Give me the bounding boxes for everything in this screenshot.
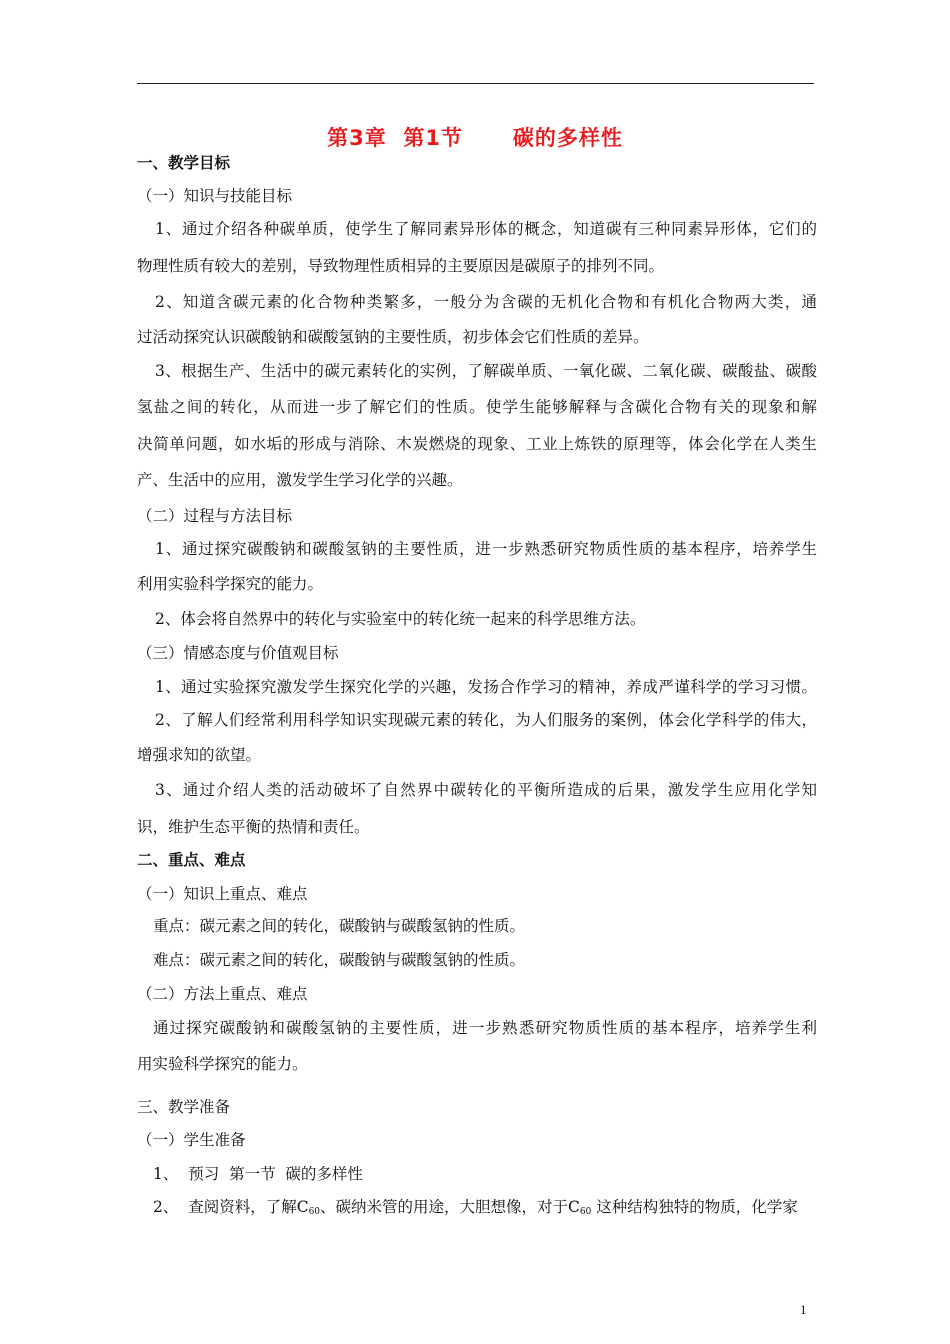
paragraph-line (153, 1197, 817, 1222)
text-run: 这种结构独特的物质，化学家 (591, 1198, 798, 1216)
section-heading-key-points: 二、重点、难点 (137, 851, 246, 869)
paragraph-line: 3、根据生产、生活中的碳元素转化的实例，了解碳单质、一氧化碳、二氧化碳、碳酸盐、碳酸 (155, 362, 817, 380)
paragraph-line: 难点：碳元素之间的转化，碳酸钠与碳酸氢钠的性质。 (153, 951, 526, 969)
paragraph-line: 1、 预习 第一节 碳的多样性 (153, 1165, 363, 1183)
paragraph-line: 产、生活中的应用，激发学生学习化学的兴趣。 (137, 471, 463, 489)
paragraph-line: 用实验科学探究的能力。 (137, 1055, 308, 1073)
subsection-heading: （三）情感态度与价值观目标 (137, 644, 339, 662)
paragraph-line: 通过探究碳酸钠和碳酸氢钠的主要性质，进一步熟悉研究物质性质的基本程序，培养学生利 (153, 1019, 817, 1037)
paragraph-line: 2、了解人们经常利用科学知识实现碳元素的转化，为人们服务的案例，体会化学科学的伟大， (155, 711, 817, 729)
section-heading-preparation: 三、教学准备 (137, 1098, 231, 1116)
paragraph-line: 1、通过探究碳酸钠和碳酸氢钠的主要性质，进一步熟悉研究物质性质的基本程序，培养学生 (155, 540, 817, 558)
subsection-heading: （二）方法上重点、难点 (137, 985, 308, 1003)
paragraph-line: 重点：碳元素之间的转化，碳酸钠与碳酸氢钠的性质。 (153, 917, 526, 935)
document-title: 第3章 第1节 碳的多样性 (327, 126, 623, 150)
subsection-heading: （二）过程与方法目标 (137, 507, 293, 525)
paragraph-line: 识，维护生态平衡的热情和责任。 (137, 818, 370, 836)
subsection-heading: （一）知识上重点、难点 (137, 885, 308, 903)
paragraph-line: 1、通过介绍各种碳单质，使学生了解同素异形体的概念，知道碳有三种同素异形体，它们的 (155, 220, 817, 238)
subscript: 60 (579, 1207, 592, 1217)
header-rule (137, 83, 814, 84)
subscript: 60 (308, 1207, 321, 1217)
paragraph-line: 氢盐之间的转化，从而进一步了解它们的性质。使学生能够解释与含碳化合物有关的现象和解 (137, 398, 817, 416)
paragraph-line: 过活动探究认识碳酸钠和碳酸氢钠的主要性质，初步体会它们性质的差异。 (137, 328, 649, 346)
paragraph-line: 3、通过介绍人类的活动破坏了自然界中碳转化的平衡所造成的后果，激发学生应用化学知 (155, 781, 817, 799)
section-heading-teaching-goals: 一、教学目标 (137, 154, 231, 172)
paragraph-line: 2、体会将自然界中的转化与实验室中的转化统一起来的科学思维方法。 (155, 610, 646, 628)
page-number: 1 (800, 1302, 807, 1317)
paragraph-line: 1、通过实验探究激发学生探究化学的兴趣，发扬合作学习的精神，养成严谨科学的学习习惯。 (155, 678, 817, 696)
paragraph-line: 2、知道含碳元素的化合物种类繁多，一般分为含碳的无机化合物和有机化合物两大类，通 (155, 293, 817, 311)
paragraph-line: 物理性质有较大的差别，导致物理性质相异的主要原因是碳原子的排列不同。 (137, 257, 665, 275)
paragraph-line: 决简单问题，如水垢的形成与消除、木炭燃烧的现象、工业上炼铁的原理等，体会化学在人类生 (137, 435, 817, 453)
paragraph-line: 利用实验科学探究的能力。 (137, 575, 324, 593)
paragraph-line: 增强求知的欲望。 (137, 746, 262, 764)
text-run: 2、 查阅资料，了解C (153, 1198, 309, 1216)
subsection-heading: （一）学生准备 (137, 1131, 246, 1149)
subsection-heading: （一）知识与技能目标 (137, 187, 293, 205)
text-run: 、碳纳米管的用途，大胆想像，对于C (320, 1198, 580, 1216)
